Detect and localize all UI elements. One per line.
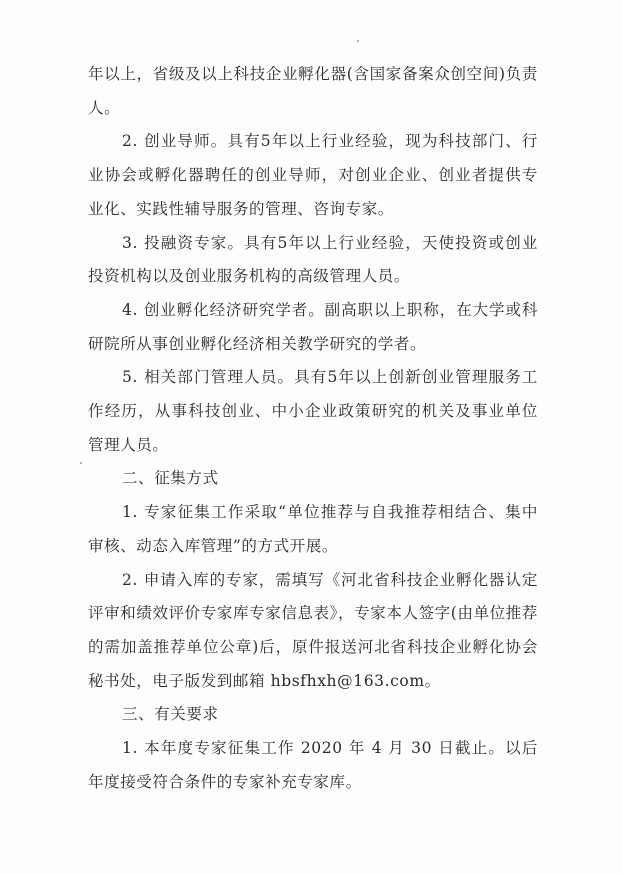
paragraph-responsible-person: 年以上，省级及以上科技企业孵化器(含国家备案众创空间)负责人。 — [88, 65, 538, 117]
section-heading-requirements: 三、有关要求 — [122, 705, 219, 724]
section-heading-collection-method: 二、征集方式 — [122, 469, 219, 488]
paragraph-collection-approach: 1. 专家征集工作采取“单位推荐与自我推荐相结合、集中审核、动态入库管理”的方式开展。 — [88, 503, 538, 555]
paragraph-research-scholar: 4. 创业孵化经济研究学者。副高职以上职称，在大学或科研院所从事创业孵化经济相关教学研究的学者。 — [88, 300, 538, 353]
paragraph-investment-expert: 3. 投融资专家。具有5年以上行业经验，天使投资或创业投资机构以及创业服务机构的高级管理人员。 — [88, 233, 538, 286]
scan-speck — [80, 462, 82, 464]
document-body — [88, 58, 538, 799]
paragraph-application-procedure: 2. 申请入库的专家，需填写《河北省科技企业孵化器认定评审和绩效评价专家库专家信息表》，专家本人签字(由单位推荐的需加盖推荐单位公章)后，原件报送河北省科技企业孵化协会秘书处，电子版发到邮箱 hbsfhxh@163.com。 — [88, 570, 538, 690]
paragraph-deadline: 1. 本年度专家征集工作 2020 年 4 月 30 日截止。以后年度接受符合条件的专家补充专家库。 — [88, 739, 538, 791]
paragraph-department-manager: 5. 相关部门管理人员。具有5年以上创新创业管理服务工作经历，从事科技创业、中小企业政策研究的机关及事业单位管理人员。 — [88, 368, 538, 454]
paragraph-startup-mentor: 2. 创业导师。具有5年以上行业经验，现为科技部门、行业协会或孵化器聘任的创业导师，对创业企业、创业者提供专业化、实践性辅导服务的管理、咨询专家。 — [88, 132, 538, 218]
scan-speck — [357, 40, 359, 42]
